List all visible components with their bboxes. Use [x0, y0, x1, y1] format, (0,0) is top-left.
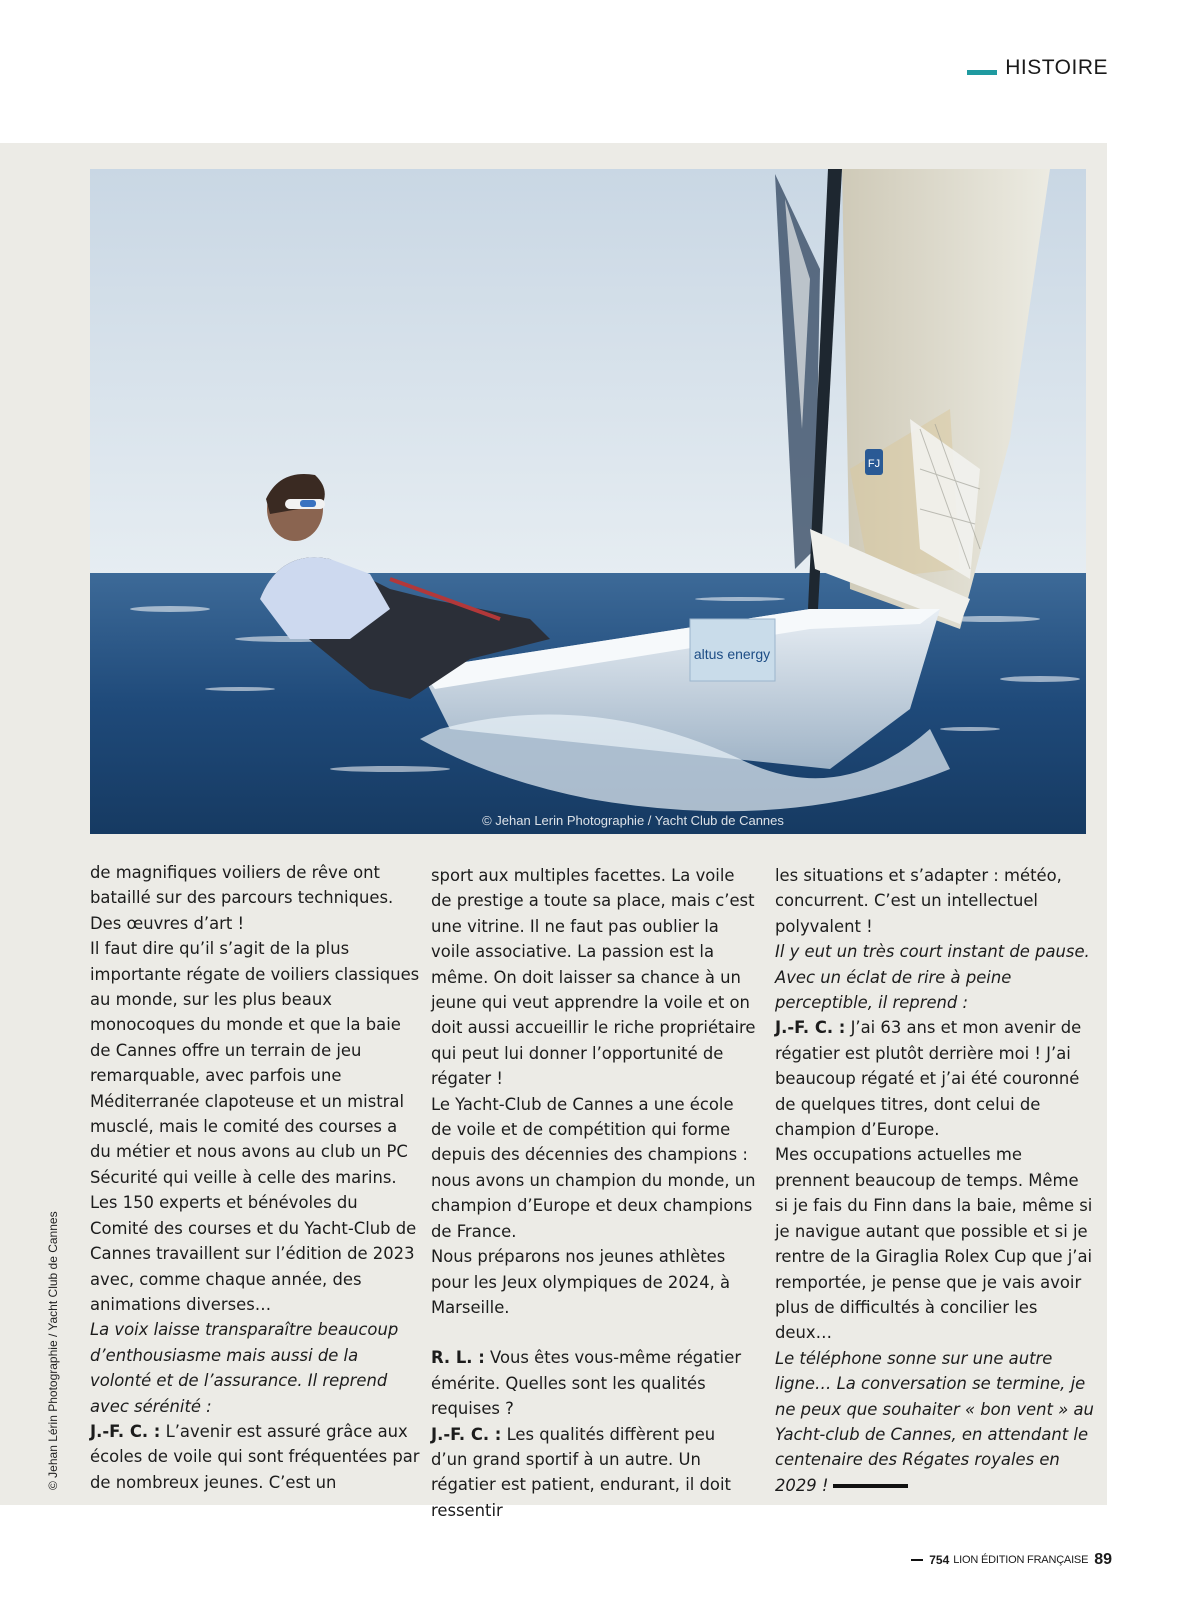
- section-title: HISTOIRE: [1005, 56, 1108, 79]
- section-accent-bar: [967, 70, 997, 75]
- paragraph-text: Le Yacht-Club de Cannes a une école de voile et de compétition qui forme depuis des décennies des champions : nous avons un champion du monde, un champion d’Europe et deux champions de France.: [431, 1094, 756, 1241]
- issue-number: 754: [929, 1553, 950, 1567]
- article-paragraph: [431, 1092, 756, 1244]
- article-column-2: [431, 863, 756, 1523]
- paragraph-text: La voix laisse transparaître beaucoup d’enthousiasme mais aussi de la volonté et de l’assurance. Il reprend avec sérénité :: [90, 1320, 399, 1416]
- article-paragraph: [775, 1142, 1095, 1345]
- paragraph-text: Le téléphone sonne sur une autre ligne… La conversation se termine, je ne peux que souhaiter « bon vent » au Yacht-club de Cannes, en attendant le centenaire des Régates royales en 2029 !: [775, 1348, 1094, 1495]
- article-column-3: [775, 863, 1095, 1498]
- hull-brand: altus energy: [693, 646, 771, 662]
- paragraph-text: Nous préparons nos jeunes athlètes pour les Jeux olympiques de 2024, à Marseille.: [431, 1247, 731, 1317]
- paragraph-text: Il y eut un très court instant de pause. Avec un éclat de rire à peine perceptible, il reprend :: [775, 942, 1090, 1013]
- article-paragraph: [431, 1422, 756, 1524]
- paragraph-gap: [431, 1320, 756, 1345]
- article-paragraph: [431, 1345, 756, 1421]
- speaker-initials: J.-F. C. :: [90, 1421, 161, 1441]
- article-paragraph: [90, 860, 420, 936]
- side-credit: © Jehan Lérin Photographie / Yacht Club de Cannes: [46, 1211, 60, 1490]
- article-paragraph: [90, 1419, 420, 1495]
- sailboat-illustration: [90, 169, 1086, 834]
- paragraph-text: J’ai 63 ans et mon avenir de régatier est plutôt derrière moi ! J’ai beaucoup régaté et j’ai été couronné de quelques titres, dont celui de champion d’Europe.: [775, 1018, 1082, 1140]
- section-tag: [967, 56, 1108, 80]
- article-paragraph: [431, 1244, 756, 1320]
- paragraph-text: Mes occupations actuelles me prennent beaucoup de temps. Même si je fais du Finn dans la baie, même si je navigue autant que possible et si je rentre de la Giraglia Rolex Cup que j’ai remportée, je pense que je vais avoir plus de difficultés à concilier les deux…: [775, 1145, 1093, 1343]
- page-number: 89: [1094, 1551, 1112, 1568]
- paragraph-text: sport aux multiples facettes. La voile de prestige a toute sa place, mais c’est une vitrine. Il ne faut pas oublier la voile associative. La passion est la même. On doit laisser sa chance à un jeune qui veut apprendre la voile et on doit aussi accueillir le riche propriétaire qui peut lui donner l’opportunité de régater !: [431, 866, 756, 1089]
- sail-logo: FJ: [867, 458, 881, 470]
- sailing-photo: [90, 169, 1086, 834]
- paragraph-text: de magnifiques voiliers de rêve ont bataillé sur des parcours techniques. Des œuvres d’art !: [90, 863, 394, 933]
- article-paragraph: [775, 863, 1095, 939]
- article-paragraph: [775, 939, 1095, 1015]
- page-footer: [911, 1551, 1112, 1569]
- article-paragraph: [431, 863, 756, 1092]
- speaker-initials: R. L. :: [431, 1348, 485, 1368]
- article-paragraph: [90, 936, 420, 1317]
- footer-dash: [911, 1559, 923, 1561]
- article-end-mark: [833, 1484, 908, 1488]
- publication-name: LION ÉDITION FRANÇAISE: [953, 1554, 1089, 1566]
- photo-credit: © Jehan Lerin Photographie / Yacht Club de Cannes: [482, 813, 784, 828]
- paragraph-text: L’avenir est assuré grâce aux écoles de voile qui sont fréquentées par de nombreux jeunes. C’est un: [90, 1421, 420, 1492]
- speaker-initials: J.-F. C. :: [775, 1018, 846, 1038]
- paragraph-text: les situations et s’adapter : météo, concurrent. C’est un intellectuel polyvalent !: [775, 866, 1062, 936]
- article-paragraph: [775, 1015, 1095, 1142]
- paragraph-text: Les qualités diffèrent peu d’un grand sportif à un autre. Un régatier est patient, endurant, il doit ressentir: [431, 1424, 731, 1520]
- paragraph-text: Vous êtes vous-même régatier émérite. Quelles sont les qualités requises ?: [431, 1348, 742, 1419]
- article-paragraph: [775, 1346, 1095, 1498]
- article-paragraph: [90, 1317, 420, 1419]
- paragraph-text: Il faut dire qu’il s’agit de la plus importante régate de voiliers classiques au monde, sur les plus beaux monocoques du monde et que la baie de Cannes offre un terrain de jeu remarquable, avec parfois une Méditerranée clapoteuse et un mistral musclé, mais le comité des courses a du métier et nous avons au club un PC Sécurité qui veille à celle des marins. Les 150 experts et bénévoles du Comité des courses et du Yacht-Club de Cannes travaillent sur l’édition de 2023 avec, comme chaque année, des animations diverses…: [90, 939, 420, 1314]
- article-column-1: [90, 860, 420, 1495]
- speaker-initials: J.-F. C. :: [431, 1424, 502, 1444]
